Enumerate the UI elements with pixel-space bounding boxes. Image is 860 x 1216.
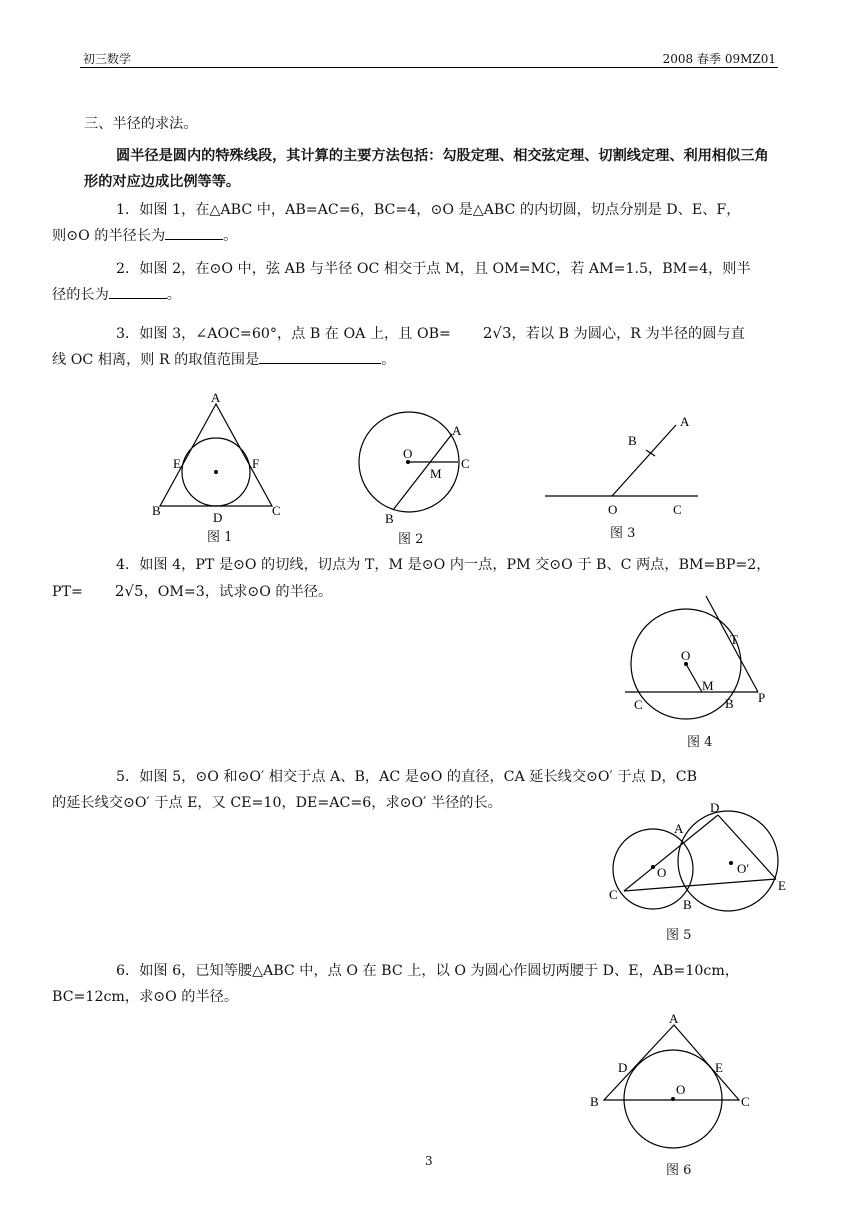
q2-line1: 2．如图 2，在⊙O 中，弦 AB 与半径 OC 相交于点 M，且 OM=MC，若 AM=1.5，BM=4，则半 <box>116 261 751 277</box>
q1-line1: 1．如图 1，在△ABC 中，AB=AC=6，BC=4，⊙O 是△ABC 的内切圆，切点分别是 D、E、F， <box>116 202 741 218</box>
q6-line1: 6．如图 6，已知等腰△ABC 中，点 O 在 BC 上，以 O 为圆心作圆切两腰于 D、E，AB=10cm， <box>116 963 739 979</box>
fig5-label-b: B <box>683 897 692 912</box>
header-code: 2008 春季 09MZ01 <box>662 52 776 66</box>
figure-6-drawing <box>585 1008 765 1168</box>
fig2-label-m: M <box>430 466 442 481</box>
fig5-label-e: E <box>778 878 786 893</box>
q2-line2a: 径的长为 <box>52 287 109 303</box>
q5-line1: 5．如图 5，⊙O 和⊙O′ 相交于点 A、B，AC 是⊙O 的直径，CA 延长线交⊙O′ 于点 D，CB <box>116 769 698 785</box>
fig6-label-o: O <box>676 1082 686 1097</box>
q3-line2a: 线 OC 相离，则 R 的取值范围是 <box>52 352 260 368</box>
figure-2-drawing <box>345 400 485 530</box>
q3-line1a: 3．如图 3，∠AOC=60°，点 B 在 OA 上，且 OB= <box>116 326 451 342</box>
fig1-label-f: F <box>252 456 260 471</box>
ray-oa <box>612 425 676 496</box>
figure-6-caption: 图 6 <box>666 1163 692 1178</box>
fig1-label-d: D <box>213 510 223 525</box>
line-ce <box>624 879 776 891</box>
q5-line2: 的延长线交⊙O′ 于点 E，又 CE=10，DE=AC=6，求⊙O′ 半径的长。 <box>52 795 502 811</box>
q4-line2b: ，OM=3，试求⊙O 的半径。 <box>143 584 333 600</box>
figure-4-caption: 图 4 <box>687 735 713 750</box>
figure-1-caption: 图 1 <box>207 530 233 545</box>
q2-answer-blank <box>109 284 167 299</box>
section-title: 三、半径的求法。 <box>84 116 198 132</box>
question-2 <box>52 256 778 308</box>
question-6 <box>52 958 778 1010</box>
figure-3 <box>540 405 700 524</box>
q4-line2a: PT= <box>52 584 83 600</box>
figure-3-drawing <box>540 405 700 520</box>
fig1-label-a: A <box>211 390 221 405</box>
figure-2-caption: 图 2 <box>398 532 424 547</box>
fig4-label-o: O <box>681 648 691 663</box>
page-number: 3 <box>425 1154 433 1168</box>
center-o-dot <box>651 865 655 869</box>
figure-4 <box>622 592 782 726</box>
fig4-label-c: C <box>634 697 643 712</box>
q6-line2: BC=12cm，求⊙O 的半径。 <box>52 989 239 1005</box>
q1-line2b: 。 <box>223 228 238 244</box>
q3-radical: 2√3 <box>482 324 512 342</box>
fig4-label-p: P <box>758 690 766 705</box>
fig6-label-e: E <box>715 1060 723 1075</box>
question-3 <box>52 320 778 373</box>
fig6-label-c: C <box>741 1094 750 1109</box>
fig1-label-c: C <box>272 503 281 518</box>
fig3-label-o: O <box>608 502 618 517</box>
fig5-label-a: A <box>674 821 684 836</box>
center-dot <box>214 470 218 474</box>
triangle-abc <box>160 404 272 506</box>
q3-line1b: ，若以 B 为圆心，R 为半径的圆与直 <box>511 326 745 342</box>
fig1-label-b: B <box>152 503 161 518</box>
q1-line2a: 则⊙O 的半径长为 <box>52 228 166 244</box>
fig1-label-e: E <box>173 456 181 471</box>
fig2-label-o: O <box>403 446 413 461</box>
fig2-label-b: B <box>385 511 394 526</box>
fig5-label-c: C <box>609 887 618 902</box>
figure-6 <box>585 1008 765 1172</box>
fig4-label-t: T <box>730 632 738 647</box>
q3-line2b: 。 <box>381 352 396 368</box>
fig3-label-c: C <box>673 502 682 517</box>
tick-b <box>646 450 655 456</box>
segment-om <box>686 664 702 692</box>
figure-3-caption: 图 3 <box>610 526 636 541</box>
intro-paragraph: 圆半径是圆内的特殊线段，其计算的主要方法包括：勾股定理、相交弦定理、切割线定理、利用相似三角形的对应边成比例等等。 <box>84 148 769 190</box>
fig2-label-a: A <box>452 423 462 438</box>
q3-answer-blank <box>259 349 381 364</box>
q1-answer-blank <box>165 225 223 240</box>
fig4-label-b: B <box>725 696 734 711</box>
q4-radical: 2√5 <box>114 582 144 600</box>
fig4-label-m: M <box>702 678 714 693</box>
fig3-label-a: A <box>680 414 690 429</box>
fig6-label-a: A <box>669 1011 679 1026</box>
q4-line1: 4．如图 4，PT 是⊙O 的切线，切点为 T，M 是⊙O 内一点，PM 交⊙O 于 B、C 两点，BM=BP=2， <box>116 557 771 573</box>
fig5-label-d: D <box>710 800 720 815</box>
center-o-prime-dot <box>729 861 733 865</box>
q2-line2b: 。 <box>166 287 181 303</box>
figure-2 <box>345 400 485 534</box>
figure-5 <box>600 795 800 929</box>
fig6-label-d: D <box>618 1060 628 1075</box>
figure-5-drawing <box>600 795 800 925</box>
fig2-label-c: C <box>461 456 470 471</box>
fig3-label-b: B <box>628 433 637 448</box>
fig5-label-o-prime: O′ <box>737 861 750 876</box>
figure-5-caption: 图 5 <box>666 928 692 943</box>
center-dot <box>671 1097 675 1101</box>
fig5-label-o: O <box>657 865 667 880</box>
fig6-label-b: B <box>590 1094 599 1109</box>
question-1 <box>52 197 778 249</box>
header-subject: 初三数学 <box>83 52 132 66</box>
line-cd <box>624 815 718 891</box>
header-rule <box>80 67 778 68</box>
figure-4-drawing <box>622 592 782 722</box>
